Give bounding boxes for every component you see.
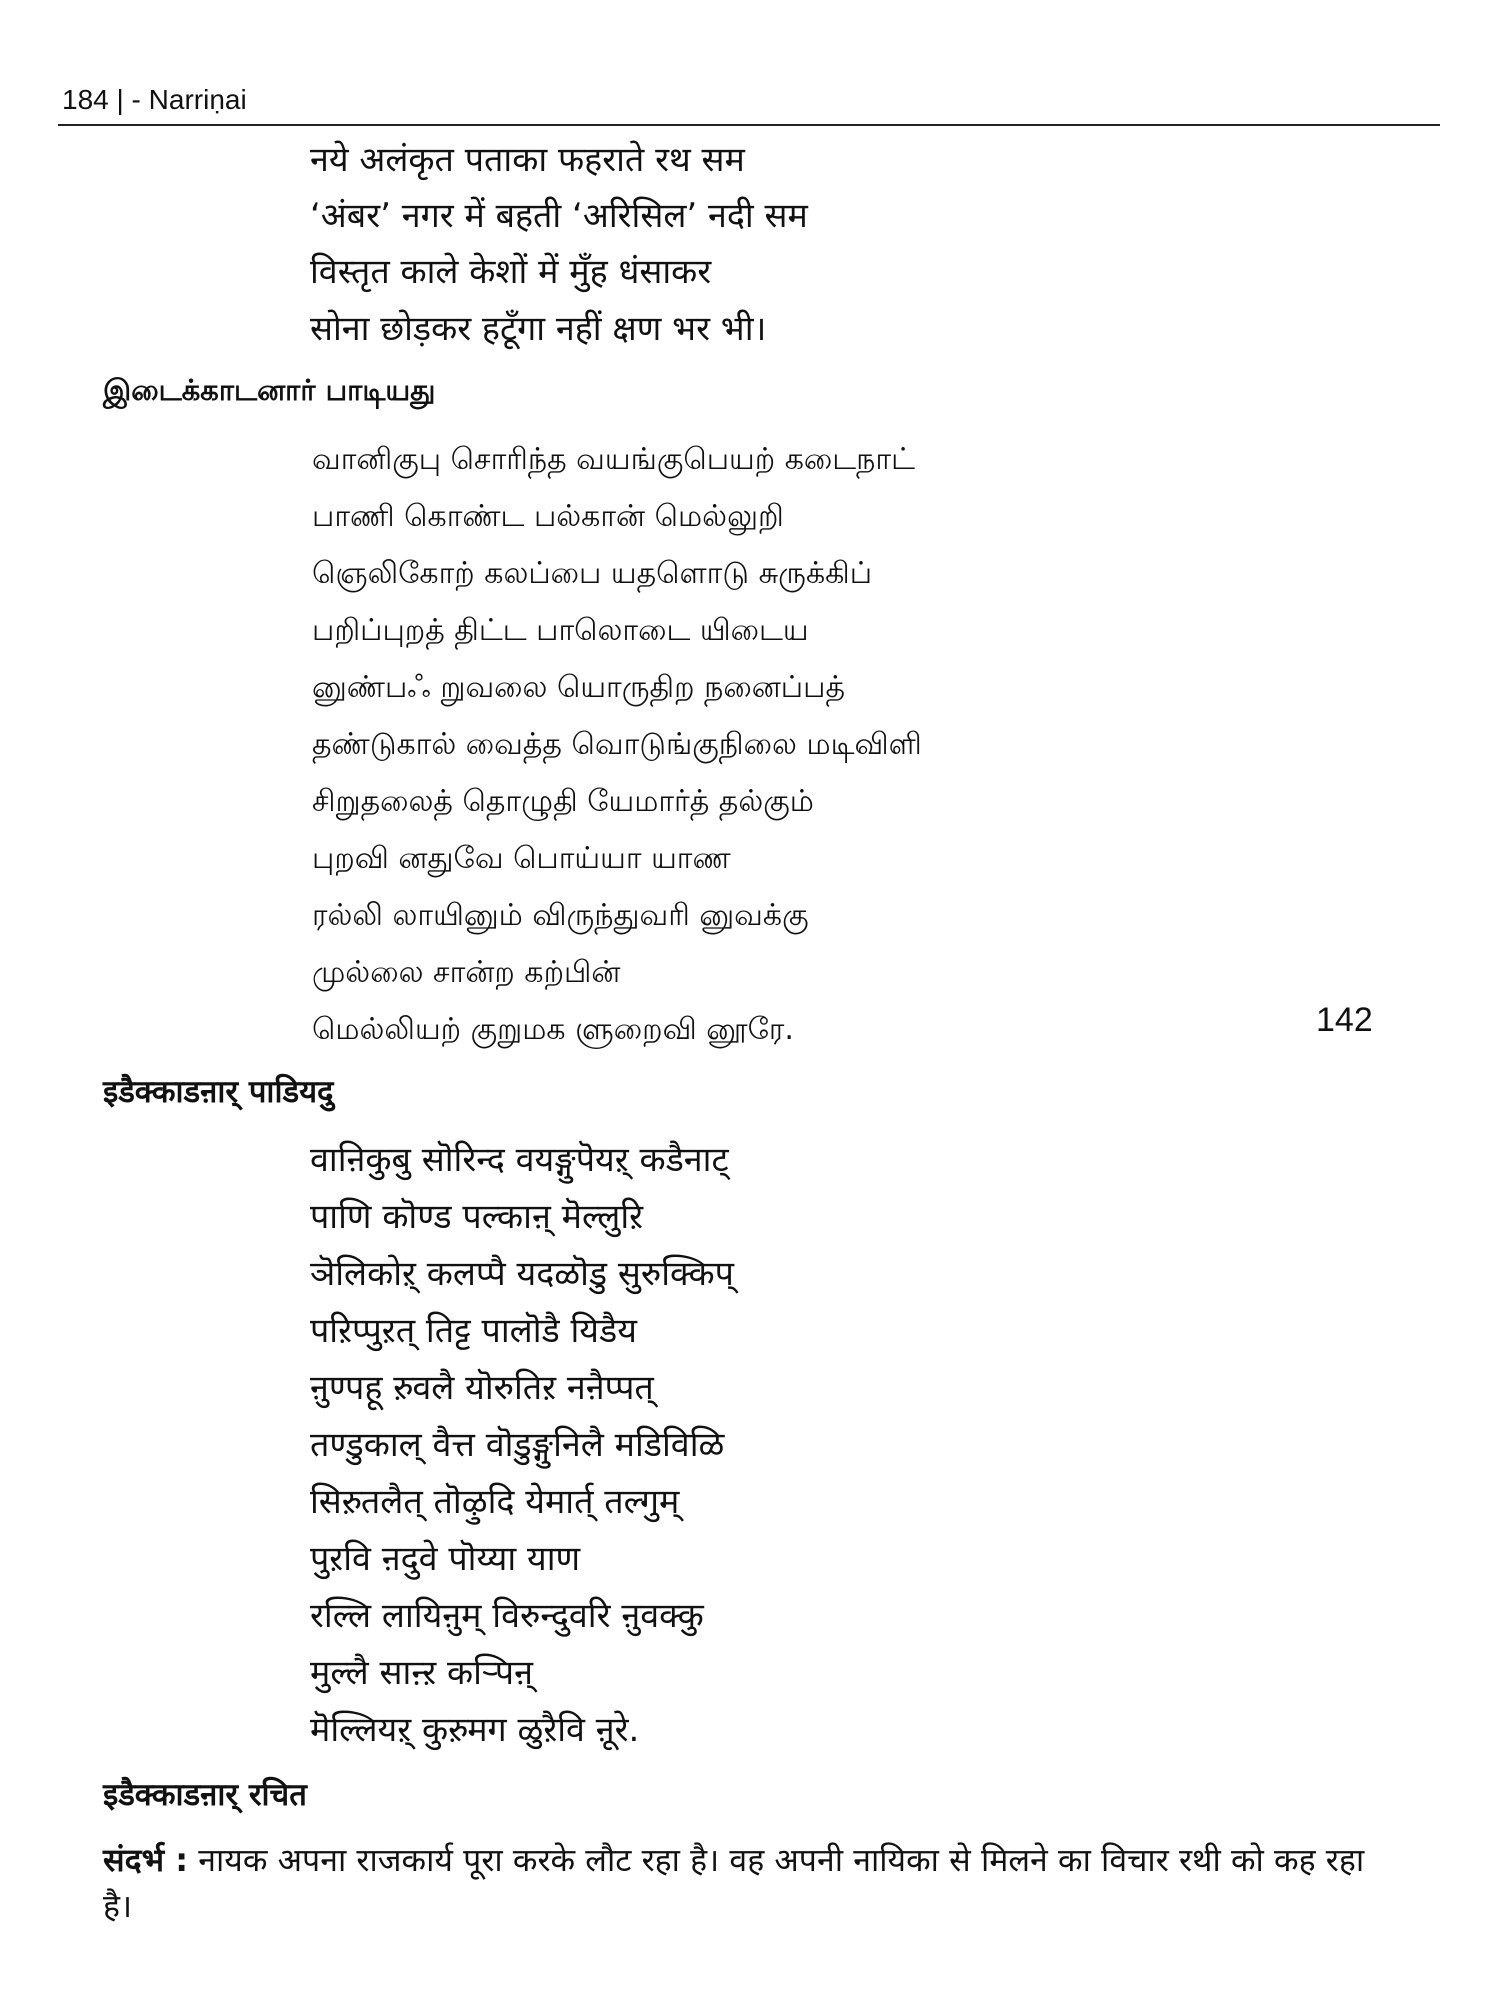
tamil-verse-line: பறிப்புறத் திட்ட பாலொடை யிடைய [312,613,809,648]
tamil-verse-line: புறவி னதுவே பொய்யா யாண [312,841,731,876]
tamil-verse-line: ஞெலிகோற் கலப்பை யதளொடு சுருக்கிப் [312,556,873,591]
tamil-heading: இடைக்காடனார் பாடியது [103,373,436,407]
page-header: 184 | - Narriṇai [62,84,247,115]
context-text: नायक अपना राजकार्य पूरा करके लौट रहा है। वह अपनी नायिका से मिलने का विचार रथी को कह रहा है। [103,1841,1365,1925]
tamil-verse-line: வானிகுபு சொரிந்த வயங்குபெயற் கடைநாட் [312,442,915,477]
composed-heading: इडैक्काडऩार् रचित [103,1777,307,1813]
transliteration-line: तण्डुकाल् वैत्त वॊडुङ्गुनिलै मडिविळि [310,1425,725,1465]
transliteration-line: सिऱुतलैत् तॊऴुदि येमार्त् तल्गुम् [310,1482,680,1522]
transliteration-line: वाऩिकुबु सॊरिन्द वयङ्गुपॆयऱ् कडैनाट् [310,1140,729,1180]
transliteration-line: ञॆलिकोऱ् कलप्पै यदळॊडु सुरुक्किप् [310,1254,734,1294]
context-label: संदर्भ : [103,1841,189,1879]
transliteration-line: पऱिप्पुऱत् तिट्ट पालॊडै यिडैय [310,1311,637,1351]
header-rule [58,124,1440,126]
transliteration-line: पाणि कॊण्ड पल्काऩ् मॆल्लुऱि [310,1197,644,1237]
hindi-line: नये अलंकृत पताका फहराते रथ सम [310,140,745,180]
tamil-verse-line: மெல்லியற் குறுமக ளுறைவி னூரே. [312,1012,794,1047]
tamil-verse-line: ரல்லி லாயினும் விருந்துவரி னுவக்கு [312,898,809,933]
tamil-verse-line: தண்டுகால் வைத்த வொடுங்குநிலை மடிவிளி [312,727,922,762]
hindi-line: सोना छोड़कर हटूँगा नहीं क्षण भर भी। [310,309,767,349]
tamil-verse-line: முல்லை சான்ற கற்பின் [312,955,621,990]
transliteration-line: मॆल्लियऱ् कुऱुमग ळुऱैवि ऩूरे. [310,1710,640,1750]
tamil-verse-line: பாணி கொண்ட பல்கான் மெல்லுறி [312,499,784,534]
transliteration-line: पुऱवि ऩदुवे पॊय्या याण [310,1539,581,1579]
hindi-line: विस्तृत काले केशों में मुँह धंसाकर [310,252,712,292]
verse-number: 142 [1316,1001,1373,1039]
transliteration-line: मुल्लै साऩ्ऱ कऱ्पिऩ् [310,1653,533,1693]
tamil-verse-line: னுண்பஃ றுவலை யொருதிற நனைப்பத் [312,670,845,705]
tamil-verse-line: சிறுதலைத் தொழுதி யேமார்த் தல்கும் [312,784,814,819]
transliteration-heading: इडैक्काडऩार् पाडियदु [103,1074,334,1110]
transliteration-line: रल्लि लायिऩुम् विरुन्दुवरि ऩुवक्कु [310,1596,704,1636]
context-paragraph [103,1837,1403,1929]
transliteration-line: ऩुण्पहू ऱुवलै यॊरुतिऱ नऩैप्पत् [310,1368,654,1408]
hindi-line: ‘अंबर’ नगर में बहती ‘अरिसिल’ नदी सम [310,196,808,236]
